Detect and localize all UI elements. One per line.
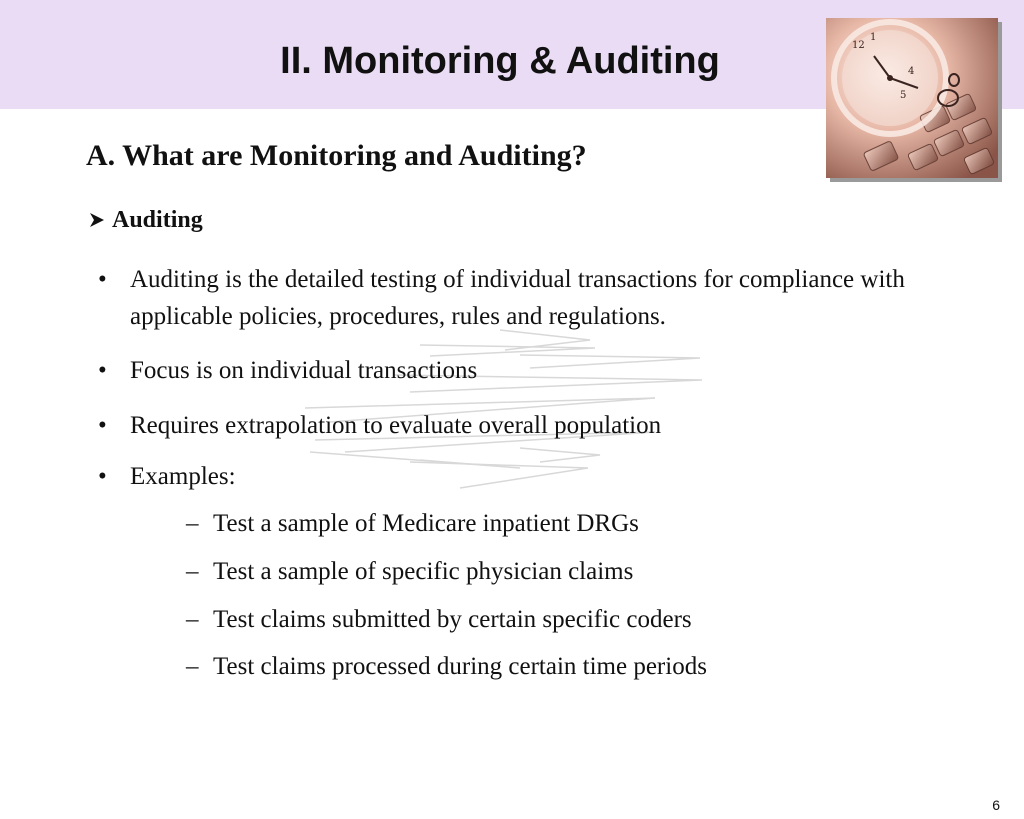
svg-text:5: 5 [900, 90, 907, 101]
svg-text:12: 12 [852, 40, 865, 51]
bullet-marker: • [98, 463, 107, 490]
clock-keyboard-photo [826, 18, 998, 178]
bullet-item [98, 352, 978, 389]
example-text: Test claims processed during certain time periods [213, 653, 707, 680]
svg-text:4: 4 [908, 66, 915, 77]
example-text: Test claims submitted by certain specific coders [213, 606, 692, 633]
auditing-heading [88, 205, 203, 235]
bullet-text: Auditing is the detailed testing of individual transactions for compliance with applicable policies, procedures, rules and regulations. [130, 266, 905, 330]
example-item [186, 509, 639, 539]
example-item [186, 605, 692, 635]
dash-marker: – [186, 606, 199, 633]
slide-title: II. Monitoring & Auditing [280, 40, 720, 82]
page-number: 6 [992, 797, 1000, 813]
dash-marker: – [186, 653, 199, 680]
bullet-text: Examples: [130, 463, 236, 490]
bullet-marker: • [98, 357, 107, 384]
example-text: Test a sample of Medicare inpatient DRGs [213, 510, 639, 537]
dash-marker: – [186, 558, 199, 585]
dash-marker: – [186, 510, 199, 537]
example-text: Test a sample of specific physician claims [213, 558, 634, 585]
bullet-text: Focus is on individual transactions [130, 357, 478, 384]
auditing-heading-text: Auditing [112, 207, 203, 233]
section-title: A. What are Monitoring and Auditing? [86, 139, 587, 172]
bullet-item [98, 458, 978, 495]
example-item [186, 652, 707, 682]
bullet-item [98, 407, 978, 444]
bullet-marker: • [98, 412, 107, 439]
bullet-text: Requires extrapolation to evaluate overall population [130, 412, 662, 439]
arrow-bullet-icon [88, 211, 106, 229]
svg-text:1: 1 [870, 32, 877, 43]
bullet-marker: • [98, 266, 107, 293]
bullet-item [98, 261, 978, 335]
example-item [186, 557, 633, 587]
